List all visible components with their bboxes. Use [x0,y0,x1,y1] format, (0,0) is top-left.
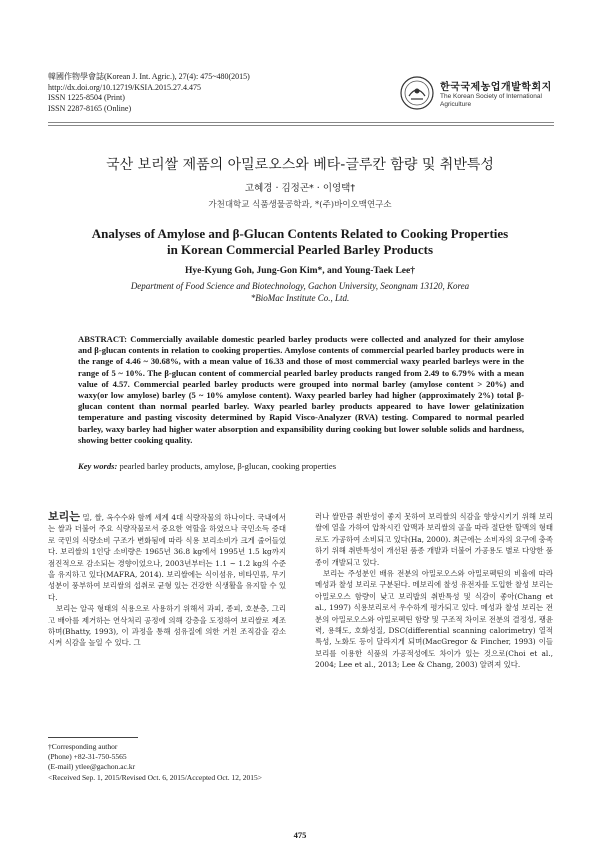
title-english-line2: in Korean Commercial Pearled Barley Products [166,242,434,257]
authors-english: Hye-Kyung Goh, Jung-Gon Kim*, and Young-Taek Lee† [185,266,415,276]
paragraph: 보리는 알곡 형태의 식용으로 사용하기 위해서 과피, 종피, 호분층, 그리고 배아를 제거하는 연삭처리 공정에 의해 강층을 도정하여 보리쌀로 제조하며(Bhatty, 1993), 이 과정을 통해 섬유질에 의한 거친 조직감을 감소시켜 식감을 높일 수 있다. 그 [48,604,286,648]
lead-word: 보리는 [48,510,80,523]
issn-online: ISSN 2287-8165 (Online) [48,103,132,113]
keywords-text: pearled barley products, amylose, β-glucan, cooking properties [119,461,337,471]
society-seal-icon [400,76,434,110]
journal-citation: 韓國作物學會誌(Korean J. Int. Agric.), 27(4): 475~480(2015) [48,72,250,81]
author-email[interactable]: (E-mail) ytlee@gachon.ac.kr [48,762,136,772]
paragraph: 보리는 주성분인 배유 전분의 아밀로오스와 아밀로펙틴의 비율에 따라 메성과 찰성 보리로 구분된다. 메보리에 찰성 유전자를 도입한 찰성 보리는 아밀로오스 함량이 낮고 보리밥의 취반특성 및 식감이 좋아(Chang et al., 1997) 식용보리로서 우수하게 평가되고 있다. 메성과 찰성 보리는 전분의 아밀로오스와 아밀로펙틴 함량 및 구조적 차이로 전분의 결정성, 팽윤력, 용해도, 호화성질, DSC(differential scanning calorimetry) 열적 특성, 노화도 등이 달라지게 되며(MacGregor & Fincher, 1993) 이들 보리를 이용한 식품의 가공적성에도 차이가 있는 것으로(Choi et al., 2004; Lee et al., 2013; Lee & Chang, 2003) 알려져 있다. [315,569,553,670]
society-name-korean: 한국국제농업개발학회지 [440,81,552,93]
affiliation-english [0,281,600,304]
affiliation-korean: 가천대학교 식품생물공학과, *(주)바이오맥연구소 [208,200,392,210]
keywords-label: Key words: [78,461,118,471]
received-dates: <Received Sep. 1, 2015/Revised Oct. 6, 2015/Accepted Oct. 12, 2015> [48,772,263,782]
journal-header [48,72,250,114]
paragraph: 러나 쌀만큼 취반성이 좋지 못하여 보리쌀의 식감을 향상시키기 위해 보리쌀에 열을 가하여 압착시킨 압맥과 보리쌀의 골을 따라 절단한 할맥의 형태로도 가공하여 소비되고 있다(Ha, 2000). 최근에는 소비자의 요구에 충족하기 위해 취반특성이 개선된 품종 개발과 더불어 가공용도 별로 다양한 품종이 개발되고 있다. [315,512,553,567]
body-column-right [315,511,553,671]
corresponding-author: †Corresponding author [48,742,118,751]
title-english [0,226,600,258]
doi-link[interactable]: http://dx.doi.org/10.12719/KSIA.2015.27.4.475 [48,82,201,92]
affiliation-english-line2: *BioMac Institute Co., Ltd. [250,292,350,303]
society-name-english-2: Agriculture [440,100,472,108]
authors-korean: 고혜경 · 김정곤* · 이영택† [244,183,356,194]
affiliation-english-line1: Department of Food Science and Biotechnology, Gachon University, Seongnam 13120, Korea [130,281,470,291]
author-phone: (Phone) +82-31-750-5565 [48,752,127,762]
page-number: 475 [293,830,307,840]
society-name-english-1: The Korean Society of International [440,92,542,100]
paragraph [48,511,286,603]
footnote-rule [48,737,138,738]
title-english-line1: Analyses of Amylose and β-Glucan Contents Related to Cooking Properties [91,226,509,241]
body-column-left [48,511,286,649]
society-logo [400,75,560,111]
title-korean: 국산 보리쌀 제품의 아밀로오스와 베타-글루칸 함량 및 취반특성 [106,157,494,173]
paragraph-text: 밀, 쌀, 옥수수와 함께 세계 4대 식량작물의 하나이다. 국내에서는 쌀과 더불어 주요 식량작물로서 중요한 역할을 하였으나 국민소득 증대로 국민의 식량소비 구조가 변화됨에 따라 식용 보리소비가 크게 줄어들었다. 보리쌀의 1인당 소비량은 1965년 36.8 kg에서 1995년 1.5 kg까지 점진적으로 감소되는 경향이었으나, 2003년부터는 1.1 ~ 1.2 kg의 수준을 유지하고 있다(MAFRA, 2014). 보리쌀에는 식이섬유, 비타민류, 무기성분이 풍부하여 보리쌀의 섭취로 균형 있는 건강한 식생활을 유지할 수 있다. [48,513,286,602]
header-rule-bottom [48,125,554,126]
issn-print: ISSN 1225-8504 (Print) [48,93,125,102]
abstract: ABSTRACT: Commercially available domestic pearled barley products were collected and analyzed for their amylose and β-glucan contents in relation to cooking properties. Amylose contents of commercial pearled barley products were in the range of 4.46 ~ 30.68%, with a mean value of 16.33 and those of most commercial waxy pearled barleys were in the range of 5 ~ 10%. The β-glucan content of commercial pearled barley products ranged from 2.49 to 6.79% with a mean value of 4.57. Commercial pearled barley products were grouped into normal barley (amylose content > 20%) and waxy(or low amylose) barley (5 ~ 10% amylose content). Waxy pearled barley had higher (approximately 2%) total β-glucan content than normal pearled barley. Waxy pearled barley products appeared to have lower gelatinization temperature and pasting viscosity determined by Rapid Visco-Analyzer (RVA) testing. Compared to normal pearled barley, waxy barley had higher water absorption and expansibility during cooking but lower soluble solids and hardness, showing better cooking quality. [78,334,524,445]
keywords [78,461,524,471]
footnote [48,742,298,783]
header-rule-top [48,122,554,123]
